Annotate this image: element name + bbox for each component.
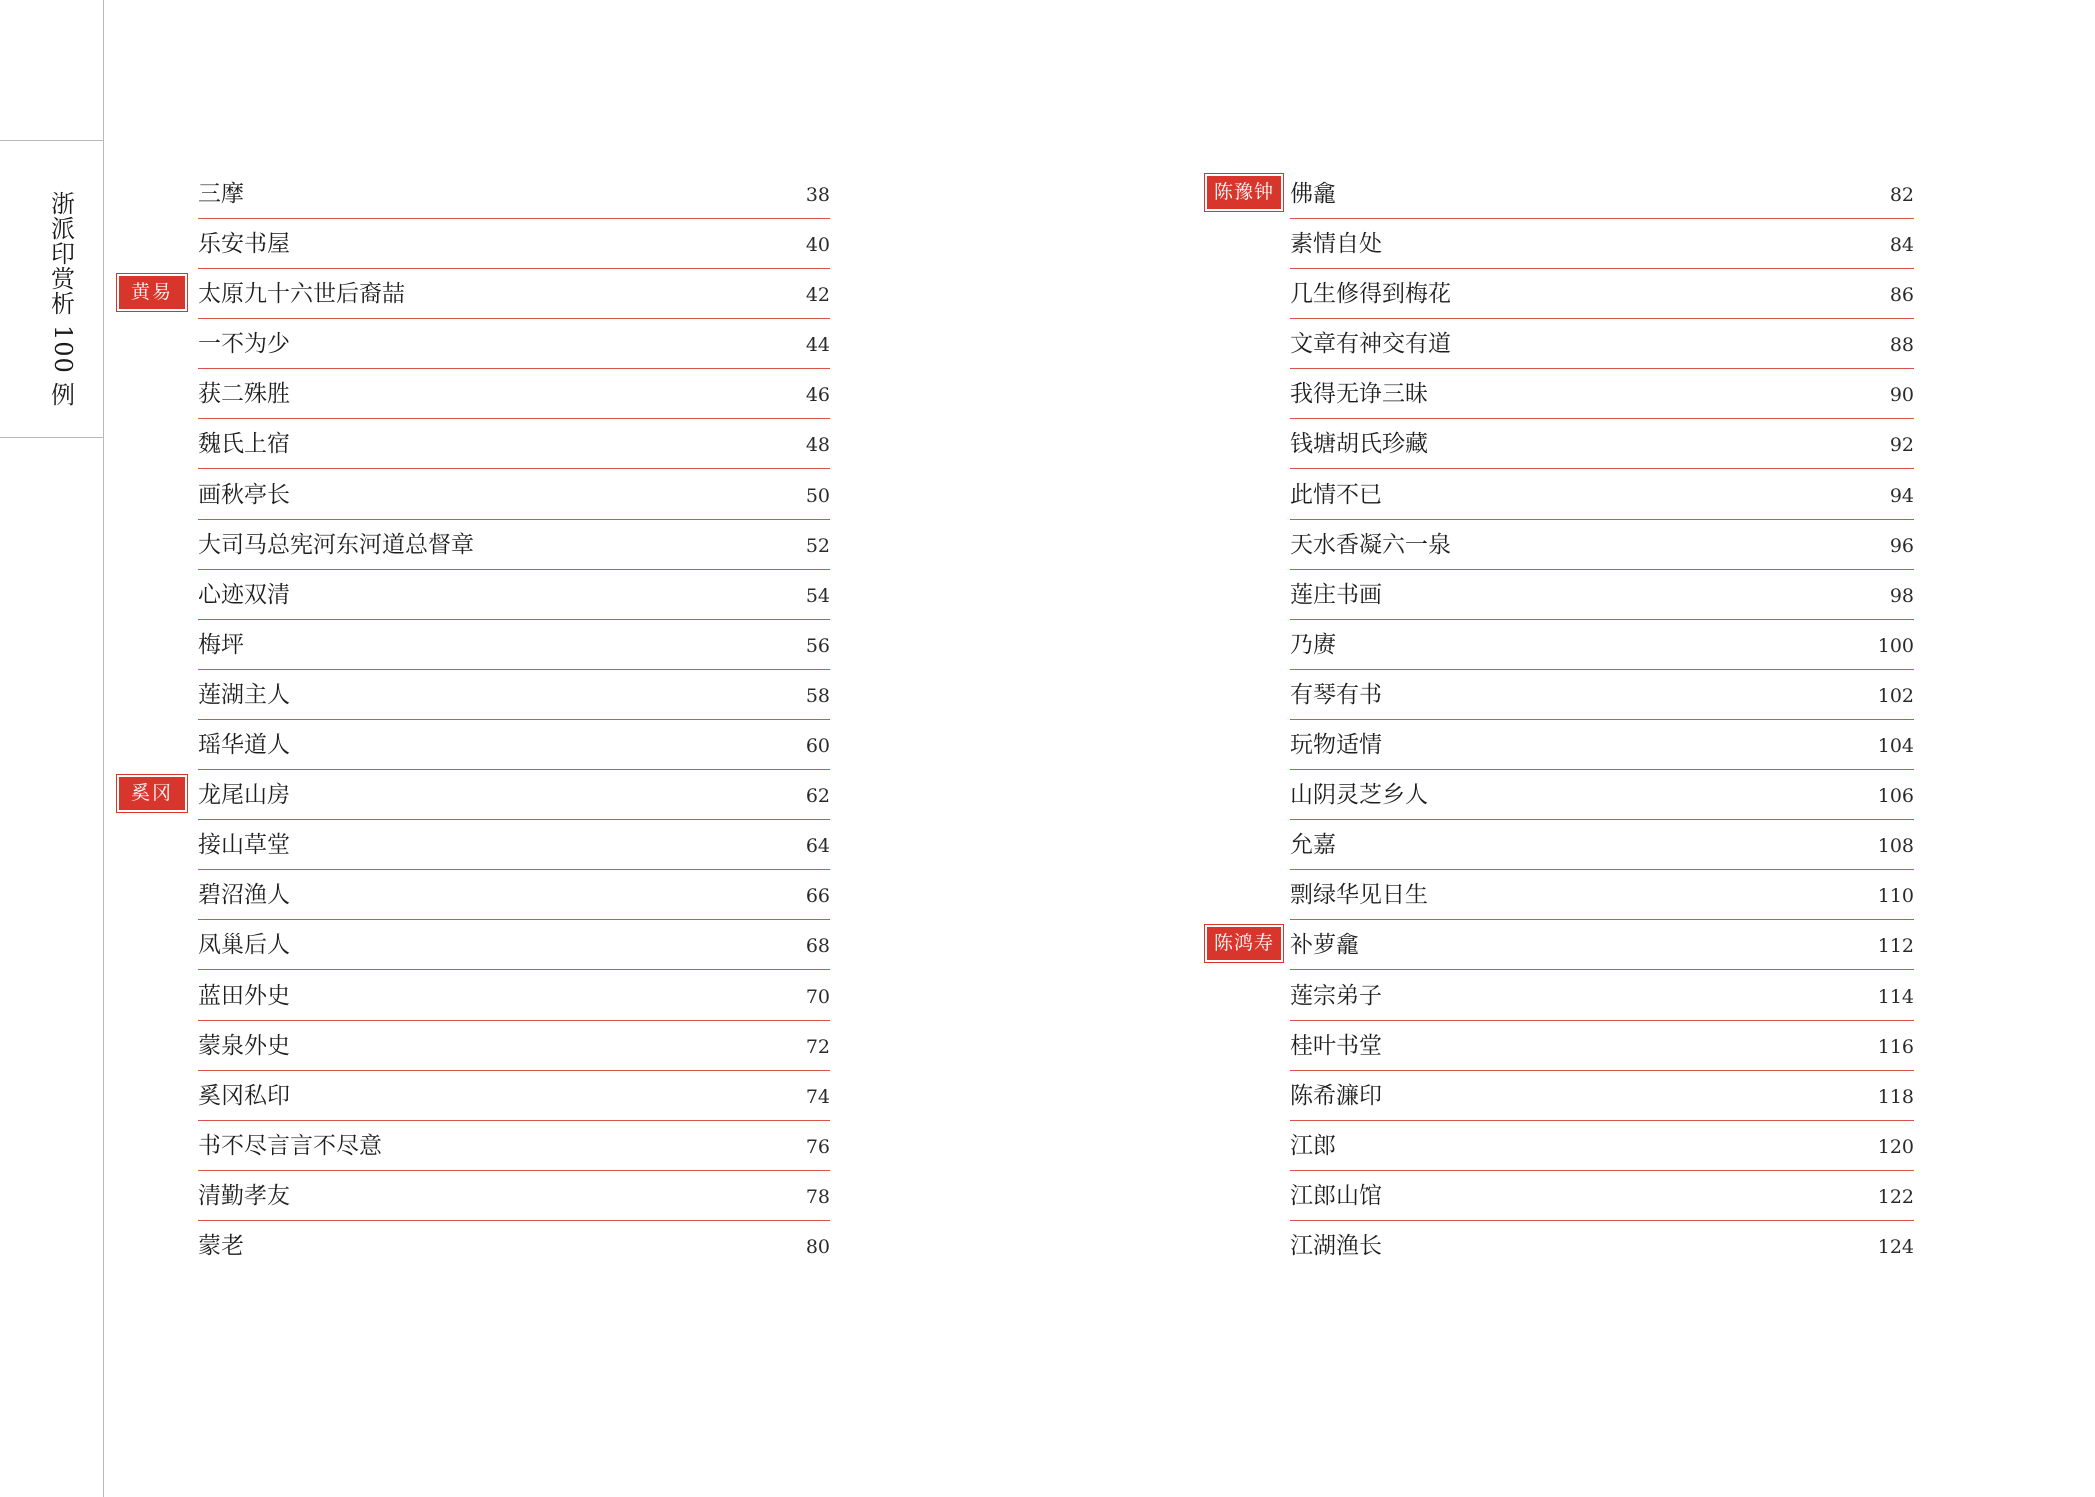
toc-entry-page-number: 100: [1877, 634, 1914, 657]
toc-entry-page-number: 82: [1889, 184, 1914, 206]
spine-top-divider: [0, 140, 103, 141]
toc-entry-title: 佛龕: [1290, 181, 1336, 207]
toc-entry[interactable]: [1290, 320, 1914, 369]
artist-seal-label: 陈鸿寿: [1207, 927, 1281, 960]
toc-entry-page-number: 114: [1877, 985, 1914, 1008]
toc-entry[interactable]: [1290, 471, 1914, 520]
toc-entry-title: 天水香凝六一泉: [1290, 531, 1451, 558]
toc-entry[interactable]: [1290, 1172, 1914, 1221]
spine-title: [46, 192, 80, 408]
toc-entry-page-number: 96: [1889, 534, 1914, 557]
toc-entry[interactable]: [1290, 420, 1914, 469]
toc-entry-title: 莲宗弟子: [1290, 982, 1382, 1009]
toc-entry-title: 清勤孝友: [198, 1182, 290, 1209]
toc-entry[interactable]: [198, 471, 830, 520]
spine-title-char: 派: [51, 215, 75, 243]
toc-entry[interactable]: [198, 972, 830, 1021]
toc-entry-page-number: 62: [805, 785, 830, 808]
toc-entry[interactable]: [198, 1122, 830, 1171]
toc-entry-title: 我得无诤三昧: [1290, 381, 1428, 408]
toc-entry-page-number: 48: [805, 434, 830, 457]
toc-entry-title: 剽绿华见日生: [1290, 882, 1428, 909]
toc-entry[interactable]: [198, 871, 830, 920]
toc-entry-title: 接山草堂: [198, 832, 290, 859]
spine-title-char: 印: [51, 240, 75, 268]
toc-entry[interactable]: [198, 170, 830, 219]
toc-entry-page-number: 104: [1877, 735, 1914, 758]
toc-entry-page-number: 92: [1889, 434, 1914, 457]
toc-entry-title: 奚冈私印: [198, 1082, 290, 1109]
toc-entry-title: 梅坪: [198, 631, 244, 658]
toc-entry-page-number: 90: [1889, 384, 1914, 407]
spine-title-char: 浙: [51, 190, 75, 218]
toc-entry[interactable]: [1290, 721, 1914, 770]
toc-entry[interactable]: [198, 721, 830, 770]
toc-entry[interactable]: [198, 521, 830, 570]
toc-entry-page-number: 68: [805, 935, 830, 958]
artist-seal-label: 陈豫钟: [1207, 176, 1281, 209]
book-spine: [0, 0, 104, 1497]
spine-title-char: 析: [51, 290, 75, 318]
toc-entry[interactable]: [198, 921, 830, 970]
toc-entry-title: 山阴灵芝乡人: [1290, 782, 1428, 809]
toc-entry[interactable]: [198, 571, 830, 620]
toc-entry-title: 江郎: [1290, 1132, 1336, 1159]
toc-entry-page-number: 46: [805, 384, 830, 407]
toc-entry[interactable]: [1290, 821, 1914, 870]
toc-entry-title: 魏氏上宿: [198, 431, 290, 458]
toc-entry-page-number: 40: [805, 234, 830, 257]
toc-entry-page-number: 76: [805, 1135, 830, 1158]
artist-seal-label: 黄易: [119, 276, 185, 309]
toc-entry-title: 素情自处: [1290, 231, 1382, 258]
toc-entry[interactable]: [198, 671, 830, 720]
toc-entry[interactable]: [1290, 220, 1914, 269]
artist-seal-label: 奚冈: [119, 777, 185, 810]
toc-entry-title: 文章有神交有道: [1290, 331, 1451, 358]
toc-entry-title: 画秋亭长: [198, 481, 290, 508]
toc-entry-title: 乃赓: [1290, 631, 1336, 658]
toc-column-right: [1213, 170, 1914, 1272]
toc-entry-page-number: 108: [1877, 835, 1914, 858]
toc-entry-title: 获二殊胜: [198, 381, 290, 408]
toc-entry-page-number: 110: [1877, 885, 1914, 908]
spine-title-number: 100: [49, 324, 77, 374]
toc-entry-title: 心迹双清: [198, 581, 290, 608]
toc-entry-page-number: 54: [805, 584, 830, 607]
toc-entry[interactable]: [198, 220, 830, 269]
toc-entry[interactable]: [1290, 871, 1914, 920]
toc-entry-title: 蒙泉外史: [198, 1032, 290, 1059]
toc-entry-title: 莲庄书画: [1290, 581, 1382, 608]
toc-entry-title: 太原九十六世后裔喆: [198, 281, 405, 308]
toc-entry[interactable]: [198, 1022, 830, 1071]
toc-entry-page-number: 66: [805, 885, 830, 908]
toc-entry[interactable]: [130, 771, 830, 820]
toc-entry-title: 瑶华道人: [198, 732, 290, 759]
toc-entry-page-number: 42: [805, 284, 830, 307]
toc-entry-page-number: 102: [1877, 684, 1914, 707]
toc-entry[interactable]: [1213, 921, 1914, 970]
toc-entry-title: 补萝龕: [1290, 932, 1359, 959]
toc-entry[interactable]: [198, 821, 830, 870]
toc-entry-page-number: 120: [1877, 1135, 1914, 1158]
toc-entry-page-number: 94: [1889, 484, 1914, 507]
toc-entry[interactable]: [198, 420, 830, 469]
toc-entry[interactable]: [1290, 1022, 1914, 1071]
toc-entry-page-number: 112: [1877, 935, 1914, 958]
toc-entry-title: 大司马总宪河东河道总督章: [198, 531, 474, 558]
toc-entry[interactable]: [198, 1172, 830, 1221]
toc-entry-page-number: 84: [1889, 234, 1914, 257]
toc-entry-page-number: 50: [805, 484, 830, 507]
toc-entry-title: 蓝田外史: [198, 982, 290, 1009]
toc-entry-title: 蒙老: [198, 1232, 244, 1259]
toc-entry-page-number: 78: [805, 1185, 830, 1208]
toc-entry-title: 桂叶书堂: [1290, 1032, 1382, 1059]
spine-bottom-divider: [0, 437, 103, 438]
toc-entry-title: 碧沼渔人: [198, 882, 290, 909]
spine-title-char: 例: [51, 381, 75, 409]
toc-entry[interactable]: [1290, 370, 1914, 419]
toc-entry-page-number: 44: [805, 334, 830, 357]
toc-entry[interactable]: [1290, 1072, 1914, 1121]
toc-entry-title: 凤巢后人: [198, 932, 290, 959]
toc-entry-title: 江湖渔长: [1290, 1232, 1382, 1259]
toc-entry-title: 此情不已: [1290, 481, 1382, 508]
toc-entry[interactable]: [198, 1222, 830, 1271]
toc-entry[interactable]: [1213, 170, 1914, 219]
toc-entry-title: 乐安书屋: [198, 231, 290, 258]
toc-entry-page-number: 70: [805, 985, 830, 1008]
toc-entry[interactable]: [1290, 1122, 1914, 1171]
spine-title-char: 赏: [51, 265, 75, 293]
toc-column-left: [130, 170, 830, 1272]
toc-entry-title: 一不为少: [198, 331, 290, 358]
toc-entry-page-number: 38: [805, 184, 830, 206]
toc-entry-page-number: 74: [805, 1085, 830, 1108]
toc-entry-page-number: 56: [805, 634, 830, 657]
toc-entry-title: 几生修得到梅花: [1290, 281, 1451, 308]
toc-entry-page-number: 116: [1877, 1035, 1914, 1058]
toc-entry-page-number: 86: [1889, 284, 1914, 307]
toc-entry-page-number: 52: [805, 534, 830, 557]
toc-entry-page-number: 106: [1877, 785, 1914, 808]
toc-entry-page-number: 58: [805, 684, 830, 707]
toc-entry-title: 书不尽言言不尽意: [198, 1132, 382, 1159]
toc-entry[interactable]: [198, 370, 830, 419]
toc-entry[interactable]: [1290, 771, 1914, 820]
toc-entry-title: 莲湖主人: [198, 681, 290, 708]
toc-entry[interactable]: [1290, 972, 1914, 1021]
toc-entry[interactable]: [198, 320, 830, 369]
toc-entry[interactable]: [1290, 621, 1914, 670]
toc-entry[interactable]: [130, 270, 830, 319]
toc-entry[interactable]: [198, 1072, 830, 1121]
toc-entry-page-number: 64: [805, 835, 830, 858]
toc-entry[interactable]: [1290, 521, 1914, 570]
toc-entry-page-number: 60: [805, 735, 830, 758]
toc-entry-title: 玩物适情: [1290, 732, 1382, 759]
toc-entry-title: 有琴有书: [1290, 681, 1382, 708]
toc-entry[interactable]: [198, 621, 830, 670]
toc-entry-page-number: 80: [805, 1235, 830, 1258]
toc-entry-title: 钱塘胡氏珍藏: [1290, 431, 1428, 458]
toc-entry-title: 陈希濂印: [1290, 1082, 1382, 1109]
toc-entry-page-number: 88: [1889, 334, 1914, 357]
toc-entry-page-number: 98: [1889, 584, 1914, 607]
toc-entry-title: 允嘉: [1290, 832, 1336, 859]
toc-entry[interactable]: [1290, 270, 1914, 319]
toc-entry-page-number: 124: [1877, 1235, 1914, 1258]
toc-entry[interactable]: [1290, 1222, 1914, 1271]
toc-entry-title: 龙尾山房: [198, 782, 290, 809]
toc-entry[interactable]: [1290, 671, 1914, 720]
toc-entry-title: 江郎山馆: [1290, 1182, 1382, 1209]
toc-entry-title: 三摩: [198, 181, 244, 207]
toc-entry[interactable]: [1290, 571, 1914, 620]
toc-entry-page-number: 118: [1877, 1085, 1914, 1108]
toc-entry-page-number: 72: [805, 1035, 830, 1058]
toc-entry-page-number: 122: [1877, 1185, 1914, 1208]
